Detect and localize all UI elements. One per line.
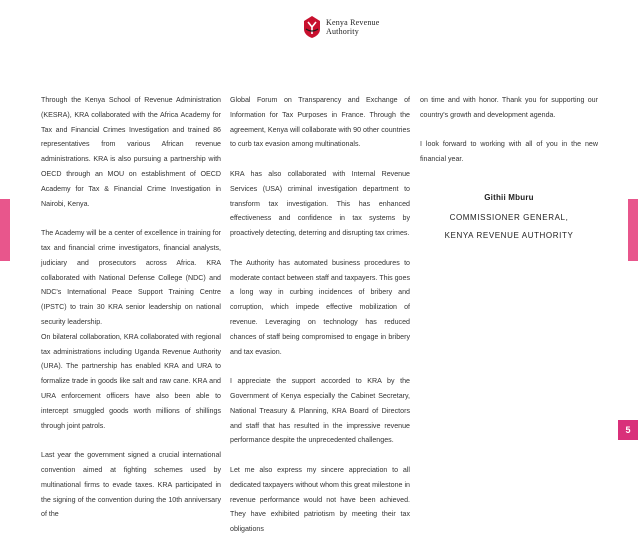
paragraph: Let me also express my sincere appreciation to all dedicated taxpayers without whom this great milestone in revenue performance would not have been achieved. They have exhibited patriotism by meeting their tax obligations [230, 465, 410, 534]
text-column-2 [230, 93, 410, 552]
page-number-badge: 5 [618, 420, 638, 440]
paragraph: KRA has also collaborated with Internal Revenue Services (USA) criminal investigation department to transform tax investigation. This has enhanced effectiveness and confidence in tax systems by proactively detecting, deterring and disrupting tax crimes. [230, 169, 410, 238]
kra-logo [302, 14, 392, 40]
logo-text [326, 18, 379, 36]
left-side-tab [0, 199, 10, 261]
text-column-1 [41, 93, 221, 537]
paragraph: On bilateral collaboration, KRA collaborated with regional tax administrations including Uganda Revenue Authority (URA). The partnership has enabled KRA and URA to formalize trade in goods like salt and raw cane. KRA and URA enforcement officers have also been able to intercept smuggled goods worth millions of shillings through joint patrols. [41, 332, 221, 430]
paragraph: Last year the government signed a crucial international convention aimed at fighting schemes used by multinational firms to evade taxes. KRA participated in the signing of the convention during the 10th anniversary of the [41, 451, 221, 519]
signature-block [420, 189, 598, 245]
right-side-tab [628, 199, 638, 261]
paragraph: The Academy will be a center of excellence in training for tax and financial crime investigators, financial analysts, judiciary and prosecutors across Africa. KRA collaborated with National Defense College (NDC) and NDC's International Peace Support Training Centre (IPSTC) to train 30 KRA senior leadership on national security leadership. [41, 229, 221, 326]
signatory-organization: KENYA REVENUE AUTHORITY [444, 230, 574, 240]
kra-emblem-icon [302, 15, 322, 39]
paragraph: I look forward to working with all of you in the new financial year. [420, 140, 598, 164]
logo-line-1: Kenya Revenue [326, 18, 380, 27]
paragraph: The Authority has automated business procedures to moderate contact between staff and taxpayers. This goes a long way in curbing incidences of bribery and corruption, which impede effective mobilization of revenue. Leveraging on technology has reduced chances of staff being compromised to engage in bribery and tax evasion. [230, 258, 410, 356]
paragraph: on time and with honor. Thank you for supporting our country's growth and development agenda. [420, 96, 598, 119]
logo-line-2: Authority [326, 27, 359, 36]
signatory-title: COMMISSIONER GENERAL, [449, 212, 569, 222]
paragraph: Through the Kenya School of Revenue Administration (KESRA), KRA collaborated with the Africa Academy for Tax and Financial Crimes Investigation and trained 86 representatives from various African revenue administrations. KRA is also pursuing a partnership with OECD through an MOU on establishment of OECD Academy for Tax & Financial Crime Investigation in Nairobi, Kenya. [41, 96, 221, 208]
text-column-3 [420, 93, 598, 245]
paragraph: Global Forum on Transparency and Exchange of Information for Tax Purposes in France. Through the agreement, Kenya will collaborate with 90 other countries to curb tax evasion among multinationals. [230, 96, 410, 149]
paragraph: I appreciate the support accorded to KRA by the Government of Kenya especially the Cabinet Secretary, National Treasury & Planning, KRA Board of Directors and staff that has resulted in the impressive revenue performance despite the unprecedented challenges. [230, 377, 410, 445]
signatory-name: Githii Mburu [484, 192, 534, 202]
